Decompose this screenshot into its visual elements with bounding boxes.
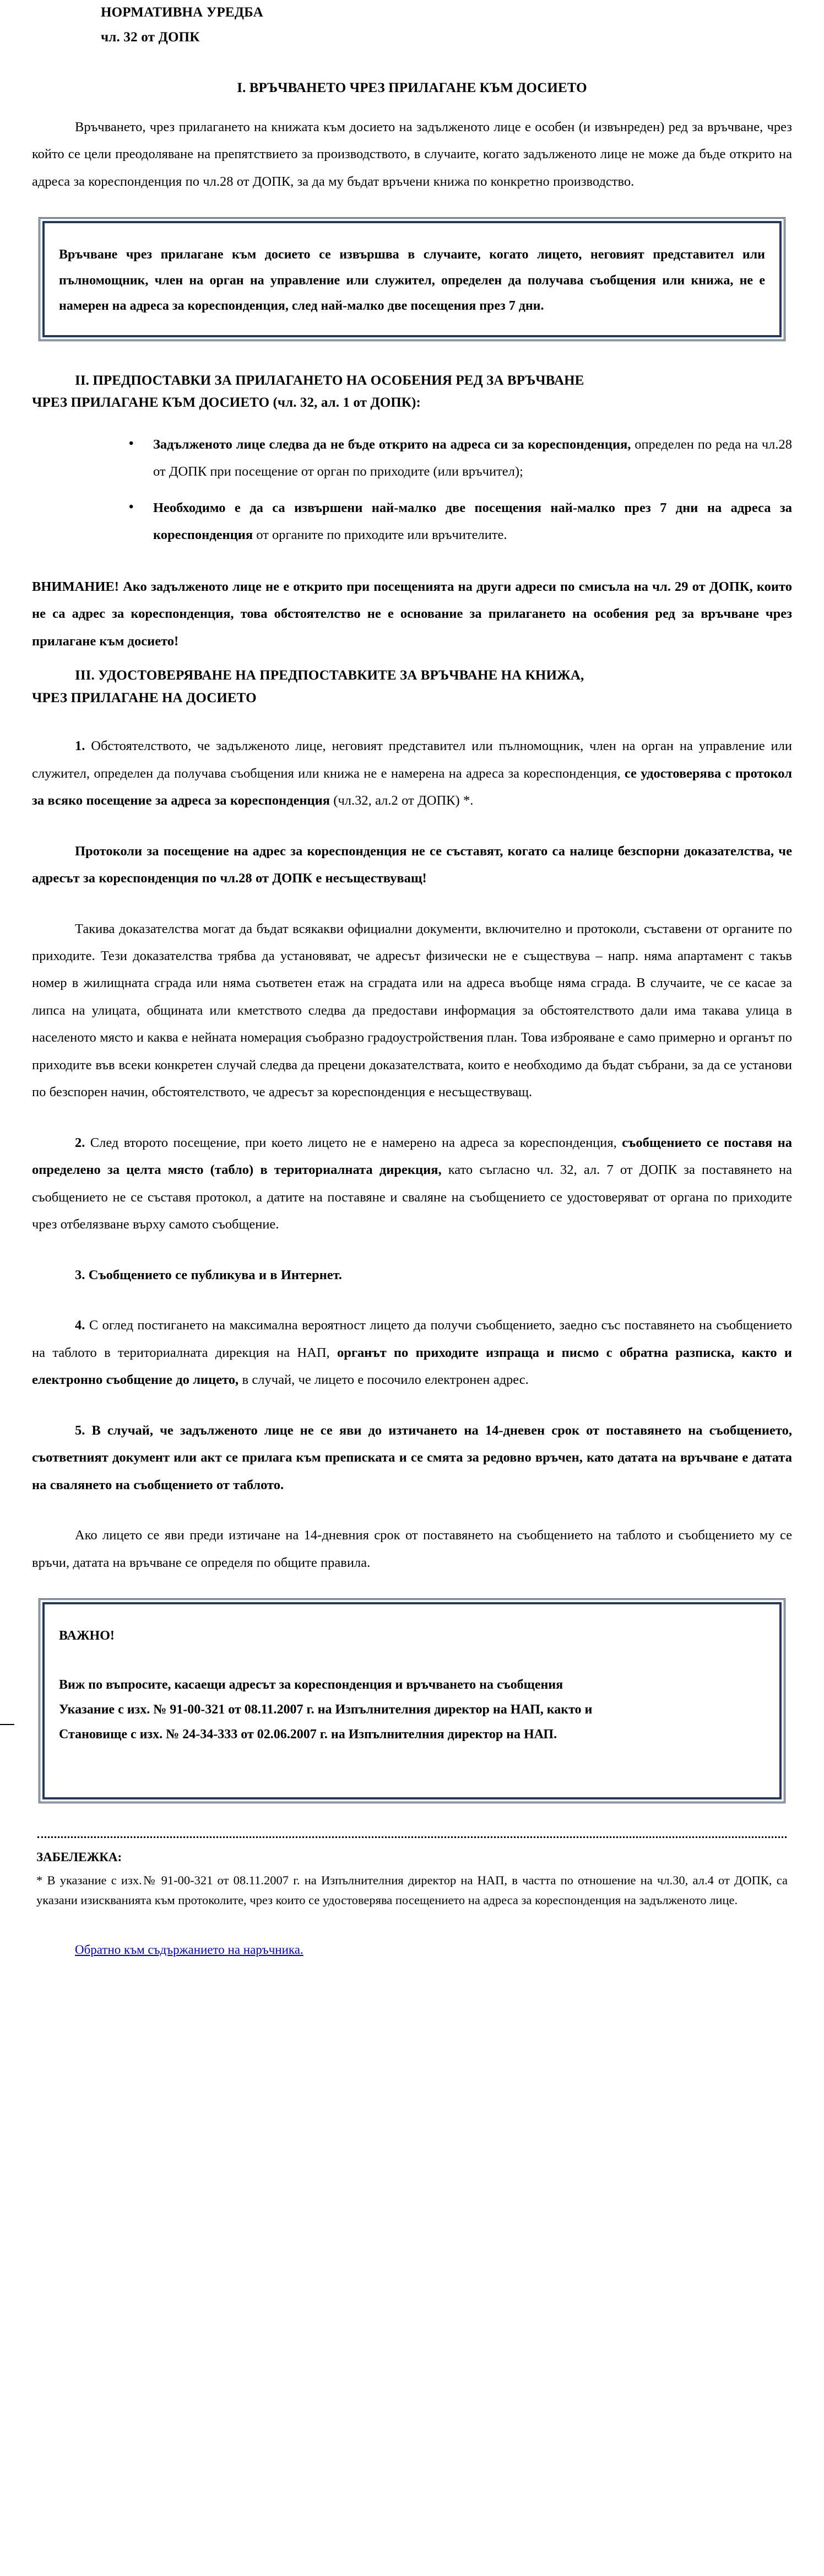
page-edge-rule bbox=[0, 1724, 14, 1725]
bullet-2-bold: Необходимо е да са извършени най-малко две посещения най-малко през 7 дни на адреса за кореспонденция bbox=[153, 500, 792, 543]
back-to-contents-link[interactable]: Обратно към съдържанието на наръчника. bbox=[75, 1942, 303, 1957]
numbered-item-2-bold: съобщението се поставя на определено за целта място (табло) в териториалната дирекция, bbox=[32, 1135, 792, 1178]
numbered-item-4-tail: в случай, че лицето е посочило електронен адрес. bbox=[238, 1372, 529, 1388]
callout-important-line-3: Становище с изх. № 24-34-333 от 02.06.2007 г. на Изпълнителния директор на НАП. bbox=[59, 1727, 557, 1742]
footnote-heading: ЗАБЕЛЕЖКА: bbox=[36, 1850, 122, 1864]
numbered-item-1-bold: се удостоверява с протокол за всяко посещение за адреса за кореспонденция bbox=[32, 766, 792, 809]
bullet-2-regular: от органите по приходите или връчителите. bbox=[253, 527, 507, 543]
evidence-paragraph: Такива доказателства могат да бъдат всякакви официални документи, включително и протоколи, съставени от органите по приходите. Тези доказателства трябва да установяват, че адресът физически не е съществува – напр. няма апартамент с такъв номер в жилищната сграда или няма съответен етаж на сградата или на адреса въобще няма сграда. В случаите, че се касае за липса на улицата, общината или кметството следва да предостави информация за обстоятелството дали има такава улица в населеното място и каква е нейната номерация съобразно градоустройствения план. Това изброяване е само примерно и органът по приходите във всеки конкретен случай следва да прецени доказателствата, които е необходимо да бъдат събрани, за да се установи по безспорен начин, обстоятелството, че адресът за кореспонденция е несъществуващ. bbox=[32, 921, 792, 1100]
numbered-item-5-bold: В случай, че задълженото лице не се яви до изтичането на 14-дневен срок от поставянето на съобщението, съответният документ или акт се прилага към преписката и се смята за редовно връчен, като датата на връчване е датата на свалянето на съобщението от таблото. bbox=[32, 1422, 792, 1492]
numbered-item-2-tail: като съгласно чл. 32, ал. 7 от ДОПК за поставянето на съобщението не се съставя протокол, а датите на поставяне и сваляне на съобщението се удостоверяват от органа по приходите чрез отбелязване върху самото съобщение. bbox=[32, 1162, 793, 1232]
document-content bbox=[32, 0, 792, 1959]
numbered-item-4-lead: С оглед постигането на максимална вероятност лицето да получи съобщението, заедно със поставянето на съобщението на таблото в териториалната дирекция на НАП, bbox=[32, 1318, 792, 1360]
closing-paragraph: Ако лицето се яви преди изтичане на 14-дневния срок от поставянето на съобщението на таблото и съобщението му се връчи, датата на връчване се определя по общите правила. bbox=[32, 1528, 792, 1570]
document-title: НОРМАТИВНА УРЕДБА bbox=[101, 5, 263, 20]
numbered-item-4-bold: органът по приходите изпраща и писмо с обратна разписка, както и електронно съобщение до лицето, bbox=[32, 1345, 792, 1388]
bold-note-protocols-text: Протоколи за посещение на адрес за кореспонденция не се съставят, когато са налице безспорни доказателства, че адресът за кореспонденция по чл.28 от ДОПК е несъществуващ! bbox=[32, 843, 792, 886]
callout-box-definition-text: Връчване чрез прилагане към досието се извършва в случаите, когато лицето, неговият представител или пълномощник, член на орган на управление или служител, определен да получава съобщения или книжа, не е намерен на адреса за кореспонденция, след най-малко две посещения през 7 дни. bbox=[59, 247, 765, 313]
numbered-item-5-number: 5. bbox=[75, 1422, 85, 1438]
section-i-heading: I. ВРЪЧВАНЕТО ЧРЕЗ ПРИЛАГАНЕ КЪМ ДОСИЕТО bbox=[237, 80, 587, 95]
document-subtitle: чл. 32 от ДОПК bbox=[101, 29, 200, 45]
list-item bbox=[126, 431, 792, 486]
numbered-item-5 bbox=[32, 1417, 792, 1499]
section-ii-heading-line-1: II. ПРЕДПОСТАВКИ ЗА ПРИЛАГАНЕТО НА ОСОБЕНИЯ РЕД ЗА ВРЪЧВАНЕ bbox=[75, 373, 584, 388]
section-iii-heading bbox=[32, 665, 792, 709]
footnote-divider bbox=[37, 1836, 787, 1838]
section-i-paragraph: Връчването, чрез прилагането на книжата към досието на задълженото лице е особен (и извънреден) ред за връчване, чрез който се цели преодоляване на препятствието за производството, в случаите, когато задълженото лице не може да бъде открито на адреса за кореспонденция по чл.28 от ДОПК, за да му бъдат връчени книжа по конкретно производство. bbox=[32, 120, 792, 189]
numbered-item-4-number: 4. bbox=[75, 1318, 85, 1333]
footnote-text: * В указание с изх.№ 91-00-321 от 08.11.2007 г. на Изпълнителния директор на НАП, в частта по отношение на чл.30, ал.4 от ДОПК, са указани изискванията към протоколите, чрез които се удостоверява посещението на адреса за кореспонденция на задълженото лице. bbox=[36, 1873, 788, 1907]
attention-paragraph: ВНИМАНИЕ! Ако задълженото лице не е открито при посещенията на други адреси по смисъла на чл. 29 от ДОПК, които не са адрес за кореспонденция, това обстоятелство не е основание за прилагането на особения ред за връчване чрез прилагане към досието! bbox=[32, 579, 792, 649]
numbered-item-3 bbox=[32, 1262, 792, 1289]
numbered-item-3-text: 3. Съобщението се публикува и в Интернет. bbox=[75, 1267, 342, 1282]
numbered-item-1-number: 1. bbox=[75, 739, 85, 754]
callout-important-line-2: Указание с изх. № 91-00-321 от 08.11.2007 г. на Изпълнителния директор на НАП, както и bbox=[59, 1702, 593, 1717]
numbered-item-1-tail: (чл.32, ал.2 от ДОПК) *. bbox=[329, 793, 474, 809]
callout-box-important bbox=[39, 1598, 785, 1803]
bullet-1-regular: определен по реда на чл.28 от ДОПК при посещение от орган по приходите (или връчител); bbox=[153, 436, 792, 479]
section-iii-heading-line-2: ЧРЕЗ ПРИЛАГАНЕ НА ДОСИЕТО bbox=[32, 690, 257, 705]
back-link-container bbox=[75, 1941, 792, 1960]
numbered-item-2-number: 2. bbox=[75, 1135, 85, 1150]
numbered-item-1 bbox=[32, 732, 792, 814]
callout-important-heading: ВАЖНО! bbox=[59, 1629, 115, 1643]
numbered-item-2 bbox=[32, 1129, 792, 1238]
bullet-1-bold: Задълженото лице следва да не бъде открито на адреса си за кореспонденция, bbox=[153, 436, 631, 452]
section-ii-bullet-list bbox=[32, 431, 792, 549]
callout-box-definition-inner bbox=[42, 221, 782, 337]
section-ii-heading-line-2: ЧРЕЗ ПРИЛАГАНЕ КЪМ ДОСИЕТО (чл. 32, ал. 1 от ДОПК): bbox=[32, 395, 421, 411]
numbered-item-4 bbox=[32, 1312, 792, 1393]
numbered-item-2-lead: След второто посещение, при което лицето не е намерено на адреса за кореспонденция, bbox=[85, 1135, 622, 1150]
section-ii-heading bbox=[32, 370, 792, 414]
bold-note-protocols bbox=[32, 838, 792, 892]
callout-important-line-1: Виж по въпросите, касаещи адресът за кореспонденция и връчването на съобщения bbox=[59, 1678, 563, 1693]
callout-box-important-inner bbox=[42, 1602, 782, 1799]
callout-box-definition bbox=[39, 217, 785, 341]
section-iii-heading-line-1: III. УДОСТОВЕРЯВАНЕ НА ПРЕДПОСТАВКИТЕ ЗА ВРЪЧВАНЕ НА КНИЖА, bbox=[75, 668, 584, 683]
numbered-item-1-lead: Обстоятелството, че задълженото лице, неговият представител или пълномощник, член на орган на управление или служител, определен да получава съобщения или книжа не е намерена на адреса за кореспонденция, bbox=[32, 739, 792, 781]
callout-important-body bbox=[59, 1673, 765, 1747]
list-item bbox=[126, 494, 792, 549]
